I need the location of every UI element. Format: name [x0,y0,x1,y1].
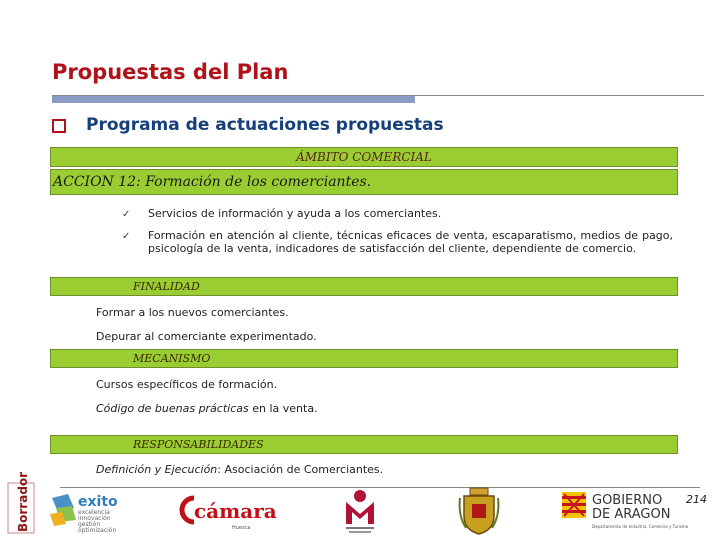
finalidad-line: Formar a los nuevos comerciantes. [96,306,289,319]
exito-logo-sub: gestión [78,521,101,528]
exito-logo-sub: innovación [78,515,111,522]
title-accent-bar [52,96,415,103]
mecanismo-rest: en la venta. [248,402,318,415]
finalidad-line: Depurar al comerciante experimentado. [96,330,317,343]
square-bullet-icon [52,119,66,133]
coat-of-arms-icon [458,486,500,536]
page-number: 214 [686,493,707,506]
checkmark-icon: ✓ [122,231,131,242]
exito-logo [48,490,136,534]
mecanismo-heading: MECANISMO [133,352,211,365]
section-subtitle: Programa de actuaciones propuestas [86,115,444,135]
list-item: Servicios de información y ayuda a los comerciantes. [148,207,442,220]
accion-label: ACCION 12: Formación de los comerciantes. [53,174,372,190]
camara-logo-sub: Huesca [232,525,251,531]
finalidad-heading: FINALIDAD [133,280,200,293]
exito-logo-name: exito [78,494,118,510]
camara-logo [180,492,285,530]
borrador-stamp-text: Borrador [16,471,30,532]
list-item: Formación en atención al cliente, técnicas eficaces de venta, escaparatismo, medios de pago, psicología de la venta, indicadores de satisfacción del cliente, dependiente de comercio. [148,229,673,255]
ambito-label: ÁMBITO COMERCIAL [296,150,432,164]
ambito-band [50,147,678,167]
mecanismo-line-2 [96,402,318,415]
m-logo [340,488,380,534]
responsabilidades-line [96,463,383,476]
mecanismo-line: Cursos específicos de formación. [96,378,278,391]
accion-band [50,169,678,195]
aragon-logo-line1: GOBIERNO [592,493,663,508]
checkmark-icon: ✓ [122,209,131,220]
exito-logo-sub: excelencia [78,509,110,516]
page-title: Propuestas del Plan [52,60,289,84]
finalidad-band [50,277,678,296]
responsabilidades-band [50,435,678,454]
mecanismo-band [50,349,678,368]
exito-logo-sub: optimización [78,527,117,534]
gobierno-aragon-logo [560,488,689,534]
aragon-logo-line2: DE ARAGON [592,507,671,522]
responsabilidades-italic: Definición y Ejecución [96,463,218,476]
aragon-logo-sub: Departamento de Industria, Comercio y Turismo [592,524,689,529]
responsabilidades-heading: RESPONSABILIDADES [133,438,264,451]
camara-logo-name: cámara [194,499,277,523]
responsabilidades-rest: : Asociación de Comerciantes. [217,463,384,476]
mecanismo-italic: Código de buenas prácticas [96,402,249,415]
borrador-stamp [6,471,36,534]
